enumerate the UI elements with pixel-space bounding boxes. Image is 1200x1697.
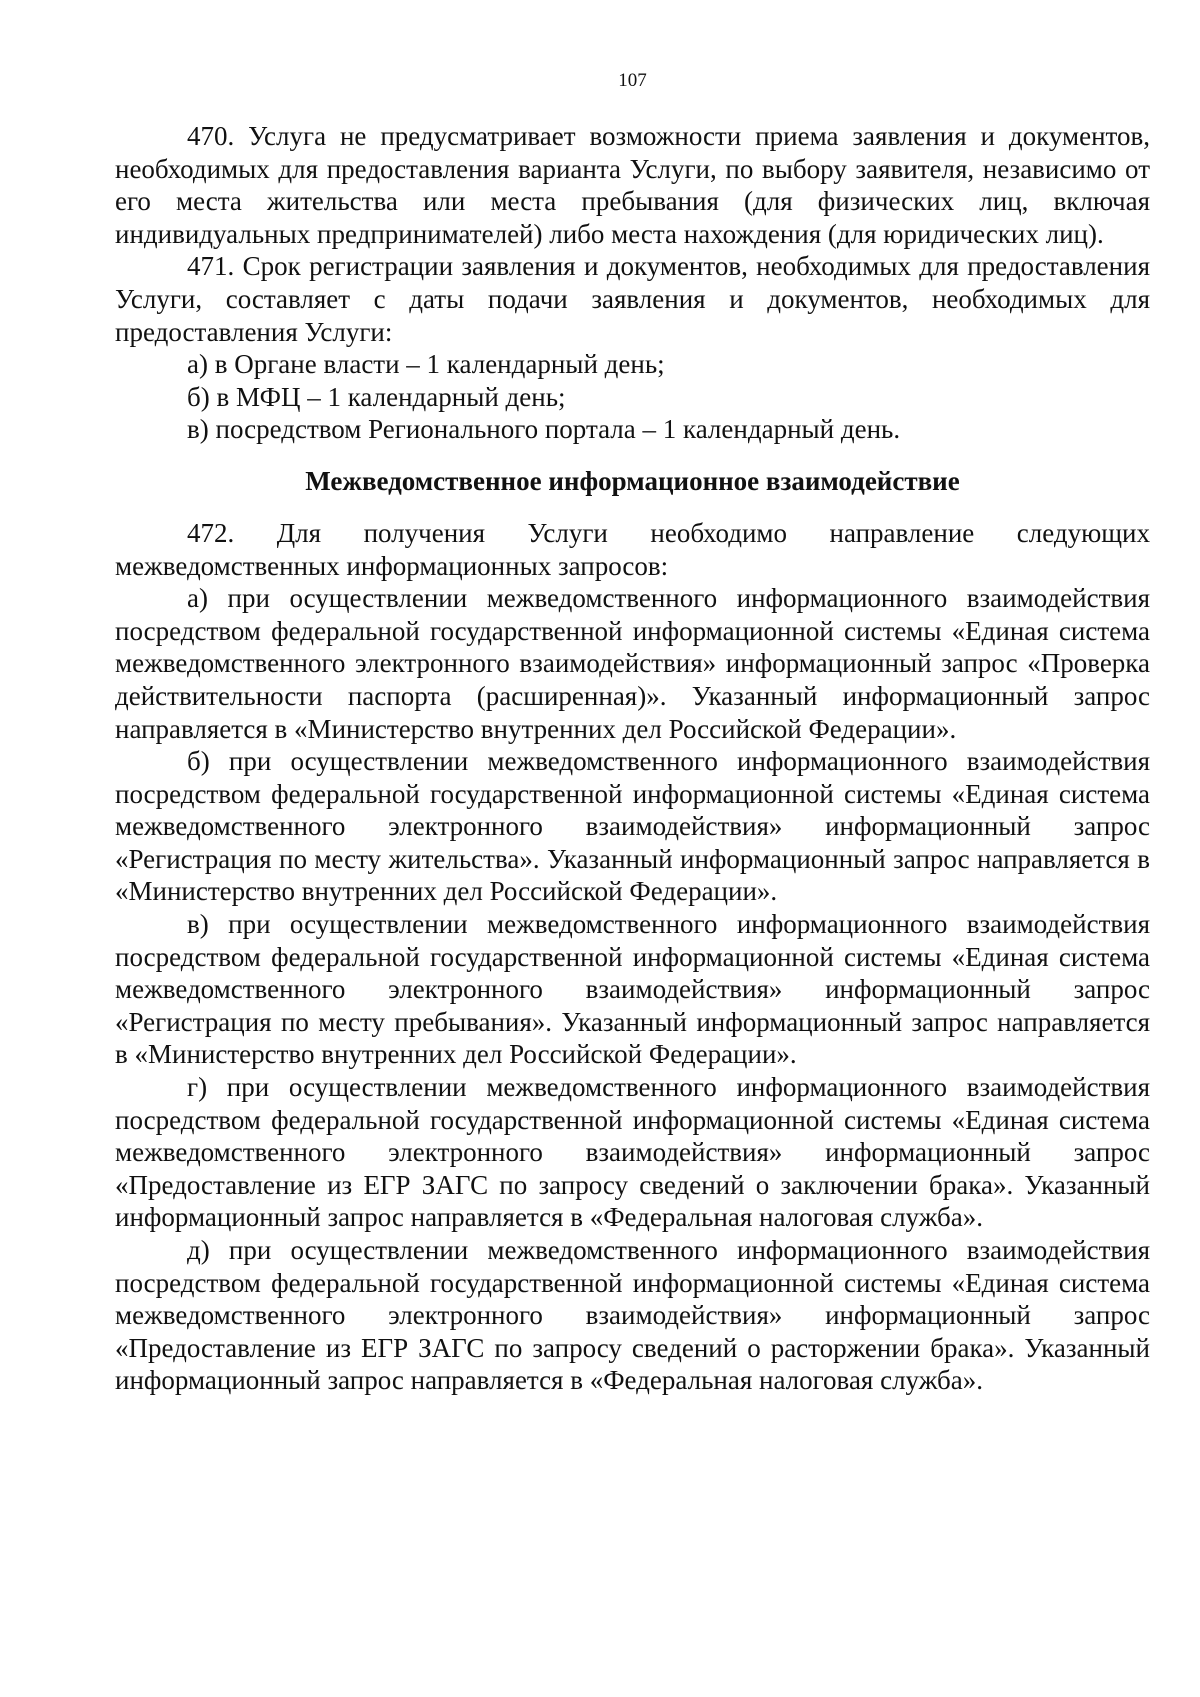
paragraph-470: 470. Услуга не предусматривает возможности приема заявления и документов, необходимых для предоставления варианта Услуги, по выбору заявителя, независимо от его места жительства или места пребывания (для физических лиц, включая индивидуальных предпринимателей) либо места нахождения (для юридических лиц). — [115, 121, 1150, 249]
paragraph-472-c: в) при осуществлении межведомственного информационного взаимодействия посредством федеральной государственной информационной системы «Единая система межведомственного электронного взаимодействия» информационный запрос «Регистрация по месту пребывания». Указанный информационный запрос направляется в «Министерство внутренних дел Российской Федерации». — [115, 909, 1150, 1070]
document-page — [115, 0, 1150, 1697]
paragraph-472-a: а) при осуществлении межведомственного информационного взаимодействия посредством федеральной государственной информационной системы «Единая система межведомственного электронного взаимодействия» информационный запрос «Проверка действительности паспорта (расширенная)». Указанный информационный запрос направляется в «Министерство внутренних дел Российской Федерации». — [115, 583, 1150, 744]
paragraph-472: 472. Для получения Услуги необходимо направление следующих межведомственных информационных запросов: — [115, 517, 1150, 581]
paragraph-472-b: б) при осуществлении межведомственного информационного взаимодействия посредством федеральной государственной информационной системы «Единая система межведомственного электронного взаимодействия» информационный запрос «Регистрация по месту жительства». Указанный информационный запрос направляется в «Министерство внутренних дел Российской Федерации». — [115, 746, 1150, 907]
paragraph-471: 471. Срок регистрации заявления и документов, необходимых для предоставления Услуги, составляет с даты подачи заявления и документов, необходимых для предоставления Услуги: — [115, 251, 1150, 347]
list-item-471-a: а) в Органе власти – 1 календарный день; — [187, 349, 665, 380]
section-heading: Межведомственное информационное взаимодействие — [305, 465, 960, 496]
document-body — [115, 120, 1150, 1397]
list-item-471-c: в) посредством Регионального портала – 1 календарный день. — [187, 414, 901, 445]
list-item-471-b: б) в МФЦ – 1 календарный день; — [187, 381, 566, 412]
paragraph-472-d: г) при осуществлении межведомственного информационного взаимодействия посредством федеральной государственной информационной системы «Единая система межведомственного электронного взаимодействия» информационный запрос «Предоставление из ЕГР ЗАГС по запросу сведений о заключении брака». Указанный информационный запрос направляется в «Федеральная налоговая служба». — [115, 1072, 1150, 1233]
paragraph-472-e: д) при осуществлении межведомственного информационного взаимодействия посредством федеральной государственной информационной системы «Единая система межведомственного электронного взаимодействия» информационный запрос «Предоставление из ЕГР ЗАГС по запросу сведений о расторжении брака». Указанный информационный запрос направляется в «Федеральная налоговая служба». — [115, 1235, 1150, 1396]
page-number: 107 — [618, 70, 647, 91]
